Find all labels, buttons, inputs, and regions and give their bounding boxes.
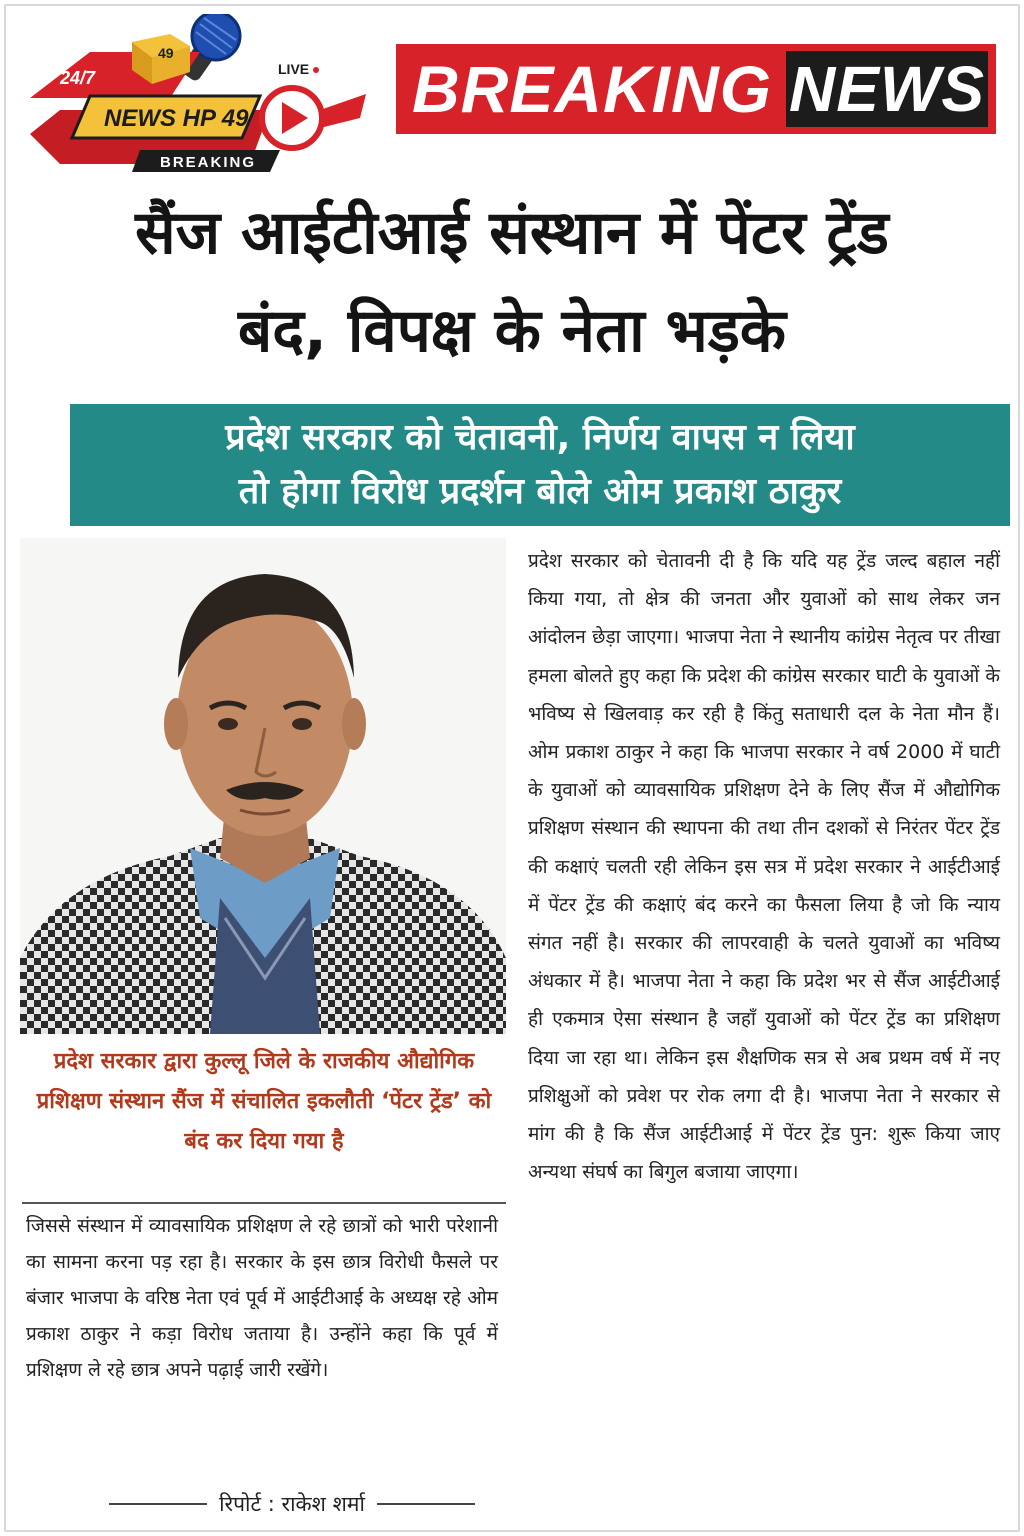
svg-text:BREAKING: BREAKING	[160, 154, 257, 171]
reporter-rule-right	[377, 1503, 475, 1505]
breaking-news-banner	[396, 44, 996, 134]
headline	[16, 184, 1008, 380]
article-body-left: जिससे संस्थान में व्यावसायिक प्रशिक्षण ले रहे छात्रों को भारी परेशानी का सामना करना पड़ रहा है। सरकार के इस छात्र विरोधी फैसले पर बंजार भाजपा के वरिष्ठ नेता एवं पूर्व में आईटीआई के अध्यक्ष रहे ओम प्रकाश ठाकुर ने कड़ा विरोध जताया है। उन्होंने कहा कि पूर्व में प्रशिक्षण ले रहे छात्र अपने पढ़ाई जारी रखेंगे।	[26, 1215, 498, 1381]
reporter-name: रिपोर्ट : राकेश शर्मा	[219, 1492, 365, 1516]
article-body-right: प्रदेश सरकार को चेतावनी दी है कि यदि यह ट्रेंड जल्द बहाल नहीं किया गया, तो क्षेत्र की जनता और युवाओं को साथ लेकर जन आंदोलन छेड़ा जाएगा। भाजपा नेता ने स्थानीय कांग्रेस नेतृत्व पर तीखा हमला बोलते हुए कहा कि प्रदेश की कांग्रेस सरकार घाटी के युवाओं के भविष्य से खिलवाड़ कर रही है किंतु सताधारी दल के नेता मौन हैं। ओम प्रकाश ठाकुर ने कहा कि भाजपा सरकार ने वर्ष 2000 में घाटी के युवाओं को व्यावसायिक प्रशिक्षण देने के लिए सैंज में औद्योगिक प्रशिक्षण संस्थान की स्थापना की तथा तीन दशकों से निरंतर पेंटर ट्रेंड की कक्षाएं चलती रही लेकिन इस सत्र में प्रदेश सरकार ने आईटीआई में पेंटर ट्रेंड की कक्षाएं बंद करने का फैसला लिया है जो कि न्याय संगत नहीं है। सरकार की लापरवाही के चलते युवाओं का भविष्य अंधकार में है। भाजपा नेता ने कहा कि प्रदेश भर से सैंज आईटीआई ही एकमात्र ऐसा संस्थान है जहाँ युवाओं को पेंटर ट्रेंड का प्रशिक्षण दिया जा रहा था। लेकिन इस शैक्षणिक सत्र से अब प्रथम वर्ष में नए प्रशिक्षुओं को प्रवेश पर रोक लगा दी है। भाजपा नेता ने सरकार से मांग की है कि सैंज आईटीआई में पेंटर ट्रेंड पुन: शुरू किया जाए अन्यथा संघर्ष का बिगुल बजाया जाएगा।	[528, 550, 1000, 1184]
svg-text:49: 49	[158, 45, 174, 61]
header	[6, 6, 1018, 176]
subheadline-line-1: प्रदेश सरकार को चेतावनी, निर्णय वापस न लिया	[225, 417, 855, 458]
reporter-credit	[82, 1490, 502, 1518]
svg-text:NEWS HP 49: NEWS HP 49	[104, 105, 249, 132]
play-icon	[262, 88, 322, 148]
svg-text:24/7: 24/7	[60, 68, 96, 88]
news-page	[4, 4, 1020, 1532]
photo-caption: प्रदेश सरकार द्वारा कुल्लू जिले के राजकीय औद्योगिक प्रशिक्षण संस्थान सैंज में संचालित इकलौती ‘पेंटर ट्रेंड’ को बंद कर दिया गया है	[36, 1049, 492, 1154]
subheadline-box	[70, 404, 1010, 526]
headline-line-2: बंद, विपक्ष के नेता भड़के	[238, 296, 786, 366]
banner-breaking-text: BREAKING	[412, 52, 773, 126]
reporter-rule-left	[109, 1503, 207, 1505]
portrait-photo	[20, 538, 506, 1034]
news-hp-49-logo	[20, 14, 380, 174]
subheadline-line-2: तो होगा विरोध प्रदर्शन बोले ओम प्रकाश ठाकुर	[238, 471, 842, 512]
caption-divider	[22, 1202, 506, 1204]
svg-text:LIVE: LIVE	[278, 61, 310, 77]
headline-line-1: सैंज आईटीआई संस्थान में पेंटर ट्रेंड	[135, 198, 889, 268]
banner-news-text: NEWS	[786, 51, 988, 127]
